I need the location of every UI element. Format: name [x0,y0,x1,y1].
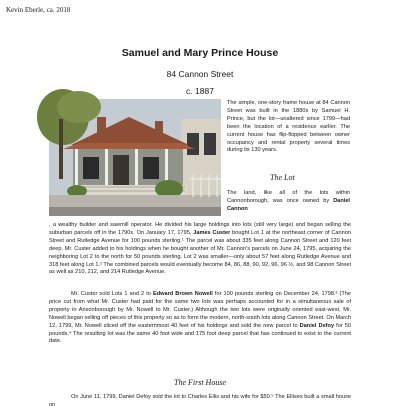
lot-p1-text-b: , a wealthy builder and sawmill operator. He divided his large holdings into lots (still very large) and began selling the suburban parcels off in the 1790s. On January 17, 1795, [49,222,351,236]
first-house-text: On June 11, 1799, Daniel Defoy sold the lot to Charles Ellis and his wife for $50.⁵ The Ellises built a small house on [49,394,351,408]
lot-p2-text-c: for 50 pounds.⁴ The resulting lot was the same 40 foot wide and 175 foot deep parcel that has continued to exist to the current date. [49,322,351,345]
house-date: c. 1887 [186,86,214,96]
intro-text: The simple, one-story frame house at 84 Cannon Street was built in the 1880s by Samuel H. Prince, but the lot—unaltered since 1799—had been the location of a residence earlier. The current house has flip-flopped between owner occupancy and rental property several times during its 130 years. [227,100,350,154]
lot-p2-person-daniel-defoy: Daniel Defoy [299,322,335,329]
house-address: 84 Cannon Street [166,69,234,79]
first-house-paragraph [49,394,351,410]
lot-p2-text-a: Mr. Custer sold Lots 1 and 2 to [71,291,153,297]
lot-paragraph-2 [49,291,351,346]
house-photo [49,99,221,216]
intro-paragraph [227,100,350,155]
author-credit: Kevin Eberle, ca. 2018 [6,6,71,14]
section-heading-first-house: The First House [174,378,226,387]
lot-p1-text: The land, like all of the lots within Cannonborough, was once owned by [227,190,350,204]
lot-p2-person-edward-nowell: Edward Brown Nowell [153,291,213,297]
lot-p1-text-c: bought Lot 1 at the northeast corner of Cannon Street and Rutledge Avenue for 100 pounds sterling.¹ The parcel was about 335 feet along Cannon Street and 120 feet deep. Mr. Custer added to his holdings when he bought another of Mr. Cannon’s parcels on June 24, 1795, acquiring the neighboring Lot 2 to the north for 50 pounds sterling. Lot 2 was smaller—only about 57 feet along Rutledge Avenue and 318 feet along Lot 1.² The combined parcels would eventually become 84, 86, 88, 90, 92, 96, 96 ½, and 98 Cannon Street as well as 210, 212, and 214 Rutledge Avenue. [49,229,351,276]
lot-p1-person-james-custer: James Custer [193,229,231,236]
house-photo-illustration [49,99,221,216]
lot-p2-text-b: for 100 pounds sterling on December 24, 1798.³ (The price cut from what Mr. Custer had paid for the same two lots was perhaps accounted for in a simultaneous sale of property in Ansonborough by Mr. Nowell to Mr. Custer.) Although the two lots were originally oriented east-west, Mr. Nowell began selling off pieces of this property so as to form the modern, north-south lots along Cannon Street. On March 12, 1799, Mr. Nowell sliced off the easternmost 40 feet of his holdings and sold the new parcel to [49,291,351,329]
section-heading-lot: The Lot [270,173,295,182]
house-title: Samuel and Mary Prince House [121,47,279,59]
lot-p1-person-daniel-cannon: Daniel Cannon [227,197,350,212]
lot-paragraph-1 [49,222,351,277]
lot-paragraph-1-top [227,190,350,214]
